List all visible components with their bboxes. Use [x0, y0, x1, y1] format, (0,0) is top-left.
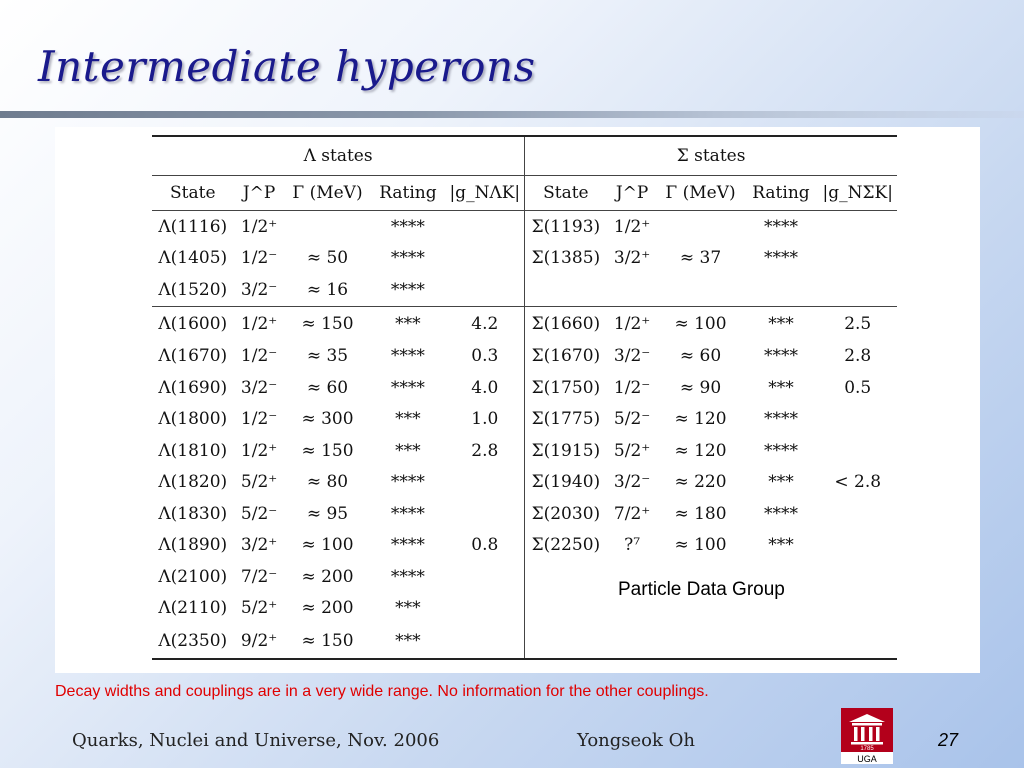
sigma-state-cell: Σ(1660)	[525, 306, 607, 341]
lambda-gamma-cell: ≈ 200	[301, 566, 354, 587]
col-state-lambda: State	[152, 176, 234, 211]
lambda-rating-cell: ***	[395, 409, 421, 430]
sigma-state-cell: Σ(1750)	[525, 372, 607, 404]
table-row	[152, 435, 897, 467]
col-coupling-sigma: |g_NΣK|	[818, 176, 897, 211]
lambda-coupling-cell: 1.0	[471, 409, 499, 430]
logo-text: UGA	[857, 754, 877, 764]
lambda-jp-cell: 3/2⁻	[240, 377, 278, 398]
lambda-rating-cell: ****	[390, 248, 425, 269]
sigma-coupling-cell: 2.5	[818, 306, 897, 341]
lambda-jp-cell: 3/2⁻	[240, 279, 278, 300]
lambda-rating-cell: ****	[390, 535, 425, 556]
table-row	[152, 530, 897, 562]
sigma-state-cell: Σ(2250)	[525, 530, 607, 562]
sigma-state-cell: Σ(1940)	[525, 467, 607, 499]
lambda-rating-cell: ****	[390, 346, 425, 367]
sigma-gamma-cell: ≈ 90	[679, 377, 722, 398]
lambda-coupling-cell: 0.3	[471, 346, 499, 367]
footnote: Decay widths and couplings are in a very wide range. No information for the other couplings.	[55, 683, 709, 700]
table-row	[152, 306, 897, 341]
lambda-state-cell: Λ(1800)	[158, 409, 228, 430]
sigma-coupling-cell: 0.5	[844, 377, 872, 398]
footer-event: Quarks, Nuclei and Universe, Nov. 2006	[72, 730, 440, 751]
sigma-state-cell: Σ(1915)	[525, 435, 607, 467]
sigma-coupling-cell: < 2.8	[834, 472, 882, 493]
sigma-gamma-cell: ≈ 220	[674, 472, 727, 493]
lambda-gamma-cell: ≈ 100	[301, 535, 354, 556]
lambda-gamma-cell: ≈ 50	[306, 248, 349, 269]
source-label: Particle Data Group	[618, 579, 785, 600]
uga-logo-icon	[841, 708, 893, 764]
sigma-state-cell	[525, 561, 607, 593]
page-number: 27	[938, 730, 959, 750]
sigma-rating-cell: ***	[768, 472, 794, 493]
sigma-state-cell: Σ(1775)	[525, 404, 607, 436]
lambda-state-cell: Λ(2100)	[158, 566, 228, 587]
lambda-gamma-cell: ≈ 200	[301, 598, 354, 619]
col-rating-sigma: Rating	[743, 176, 818, 211]
logo-year: 1785	[860, 746, 874, 752]
sigma-jp-cell: 3/2⁻	[613, 472, 651, 493]
sigma-jp-cell: 3/2⁻	[613, 346, 651, 367]
lambda-gamma-cell: ≈ 95	[306, 503, 349, 524]
sigma-rating-cell: ****	[763, 216, 798, 237]
sigma-gamma-cell	[658, 624, 744, 659]
lambda-gamma-cell: ≈ 150	[285, 306, 371, 341]
title-divider	[0, 111, 1024, 118]
lambda-coupling-cell: 4.0	[471, 377, 499, 398]
lambda-jp-cell: 1/2⁻	[240, 346, 278, 367]
sigma-gamma-cell: ≈ 180	[674, 503, 727, 524]
table-panel	[55, 127, 980, 673]
lambda-jp-cell: 9/2⁺	[234, 624, 285, 659]
lambda-rating-cell: ****	[390, 503, 425, 524]
lambda-gamma-cell: ≈ 150	[301, 440, 354, 461]
sigma-gamma-cell: ≈ 100	[674, 535, 727, 556]
lambda-coupling-cell	[445, 274, 524, 306]
sigma-coupling-cell	[818, 243, 897, 275]
lambda-state-cell: Λ(1116)	[158, 216, 228, 237]
sigma-gamma-cell	[658, 211, 744, 243]
sigma-state-cell: Σ(2030)	[525, 498, 607, 530]
sigma-gamma-cell: ≈ 120	[674, 440, 727, 461]
sigma-rating-cell: ****	[763, 248, 798, 269]
col-jp-sigma: J^P	[607, 176, 658, 211]
lambda-gamma-cell: ≈ 16	[306, 279, 349, 300]
lambda-state-cell: Λ(1600)	[152, 306, 234, 341]
lambda-state-cell: Λ(1670)	[158, 346, 228, 367]
lambda-rating-cell: ****	[390, 472, 425, 493]
lambda-jp-cell: 1/2⁻	[240, 409, 278, 430]
lambda-coupling-cell	[445, 593, 524, 625]
sigma-gamma-cell: ≈ 100	[658, 306, 744, 341]
col-rating-lambda: Rating	[370, 176, 445, 211]
table-row	[152, 243, 897, 275]
lambda-rating-cell: ***	[370, 306, 445, 341]
lambda-gamma-cell: ≈ 150	[285, 624, 371, 659]
table-row	[152, 561, 897, 593]
sigma-coupling-cell	[818, 211, 897, 243]
sigma-jp-cell: 5/2⁺	[613, 440, 651, 461]
lambda-coupling-cell	[445, 624, 524, 659]
lambda-state-cell: Λ(1830)	[158, 503, 228, 524]
lambda-state-cell: Λ(1890)	[158, 535, 228, 556]
lambda-gamma-cell: ≈ 60	[306, 377, 349, 398]
lambda-rating-cell: ***	[370, 624, 445, 659]
sigma-jp-cell: 1/2⁺	[613, 216, 651, 237]
lambda-coupling-cell	[445, 498, 524, 530]
lambda-rating-cell: ****	[390, 279, 425, 300]
sigma-coupling-cell	[818, 274, 897, 306]
table-row	[152, 341, 897, 373]
table-row	[152, 372, 897, 404]
sigma-rating-cell: ***	[743, 306, 818, 341]
table-row	[152, 211, 897, 243]
sigma-coupling-cell	[818, 624, 897, 659]
sigma-state-cell: Σ(1193)	[525, 211, 607, 243]
table-row	[152, 498, 897, 530]
table-row	[152, 593, 897, 625]
table-row	[152, 404, 897, 436]
lambda-state-cell: Λ(2350)	[152, 624, 234, 659]
lambda-states-header: Λ states	[152, 136, 525, 176]
lambda-coupling-cell	[445, 211, 524, 243]
lambda-gamma-cell: ≈ 80	[306, 472, 349, 493]
sigma-jp-cell: 5/2⁻	[613, 409, 651, 430]
table-row	[152, 274, 897, 306]
sigma-state-cell	[525, 274, 607, 306]
lambda-gamma-cell: ≈ 300	[301, 409, 354, 430]
lambda-rating-cell: ***	[395, 598, 421, 619]
col-state-sigma: State	[525, 176, 607, 211]
sigma-coupling-cell	[818, 404, 897, 436]
sigma-coupling-cell: 2.8	[844, 346, 872, 367]
lambda-state-cell: Λ(1690)	[158, 377, 228, 398]
sigma-rating-cell: ****	[763, 503, 798, 524]
sigma-jp-cell: 1/2⁻	[613, 377, 651, 398]
lambda-jp-cell: 1/2⁻	[240, 248, 278, 269]
sigma-states-header: Σ states	[525, 136, 897, 176]
lambda-coupling-cell: 0.8	[471, 535, 499, 556]
lambda-jp-cell: 5/2⁻	[240, 503, 278, 524]
lambda-coupling-cell: 2.8	[471, 440, 499, 461]
sigma-gamma-cell: ≈ 120	[674, 409, 727, 430]
lambda-state-cell: Λ(2110)	[158, 598, 228, 619]
col-coupling-lambda: |g_NΛK|	[445, 176, 524, 211]
table-body	[152, 211, 897, 660]
lambda-jp-cell: 5/2⁺	[240, 598, 278, 619]
lambda-gamma-cell: ≈ 35	[306, 346, 349, 367]
sigma-coupling-cell	[818, 593, 897, 625]
lambda-coupling-cell	[445, 243, 524, 275]
slide-title: Intermediate hyperons	[38, 42, 536, 91]
footer-author: Yongseok Oh	[577, 730, 695, 751]
sigma-rating-cell: ****	[763, 440, 798, 461]
sigma-jp-cell: 7/2⁺	[613, 503, 651, 524]
sigma-gamma-cell	[658, 274, 744, 306]
lambda-rating-cell: ****	[390, 566, 425, 587]
lambda-state-cell: Λ(1520)	[158, 279, 228, 300]
lambda-rating-cell: ***	[395, 440, 421, 461]
sigma-rating-cell	[743, 624, 818, 659]
sigma-rating-cell: ***	[768, 377, 794, 398]
lambda-coupling-cell	[445, 561, 524, 593]
table-row	[152, 467, 897, 499]
sigma-coupling-cell	[818, 530, 897, 562]
hyperon-table	[152, 135, 897, 660]
col-jp-lambda: J^P	[234, 176, 285, 211]
sigma-coupling-cell	[818, 498, 897, 530]
table-row	[152, 624, 897, 659]
sigma-rating-cell: ****	[763, 409, 798, 430]
sigma-jp-cell: ?⁷	[624, 535, 641, 556]
sigma-gamma-cell: ≈ 60	[679, 346, 722, 367]
sigma-jp-cell	[607, 274, 658, 306]
sigma-state-cell: Σ(1670)	[525, 341, 607, 373]
sigma-state-cell	[525, 624, 607, 659]
lambda-jp-cell: 3/2⁺	[240, 535, 278, 556]
col-gamma-lambda: Γ (MeV)	[285, 176, 371, 211]
sigma-jp-cell: 3/2⁺	[613, 248, 651, 269]
lambda-rating-cell: ****	[390, 216, 425, 237]
sigma-rating-cell: ****	[763, 346, 798, 367]
lambda-state-cell: Λ(1405)	[158, 248, 228, 269]
sigma-state-cell	[525, 593, 607, 625]
lambda-coupling-cell: 4.2	[445, 306, 524, 341]
lambda-state-cell: Λ(1820)	[158, 472, 228, 493]
sigma-coupling-cell	[818, 561, 897, 593]
lambda-state-cell: Λ(1810)	[158, 440, 228, 461]
sigma-state-cell: Σ(1385)	[525, 243, 607, 275]
sigma-gamma-cell: ≈ 37	[679, 248, 722, 269]
lambda-gamma-cell	[285, 211, 371, 243]
lambda-rating-cell: ****	[390, 377, 425, 398]
lambda-jp-cell: 5/2⁺	[240, 472, 278, 493]
col-gamma-sigma: Γ (MeV)	[658, 176, 744, 211]
lambda-jp-cell: 1/2⁺	[234, 306, 285, 341]
sigma-rating-cell	[743, 274, 818, 306]
lambda-coupling-cell	[445, 467, 524, 499]
sigma-rating-cell: ***	[768, 535, 794, 556]
lambda-jp-cell: 7/2⁻	[240, 566, 278, 587]
sigma-coupling-cell	[818, 435, 897, 467]
sigma-jp-cell	[607, 624, 658, 659]
lambda-jp-cell: 1/2⁺	[240, 440, 278, 461]
sigma-jp-cell: 1/2⁺	[607, 306, 658, 341]
lambda-jp-cell: 1/2⁺	[240, 216, 278, 237]
